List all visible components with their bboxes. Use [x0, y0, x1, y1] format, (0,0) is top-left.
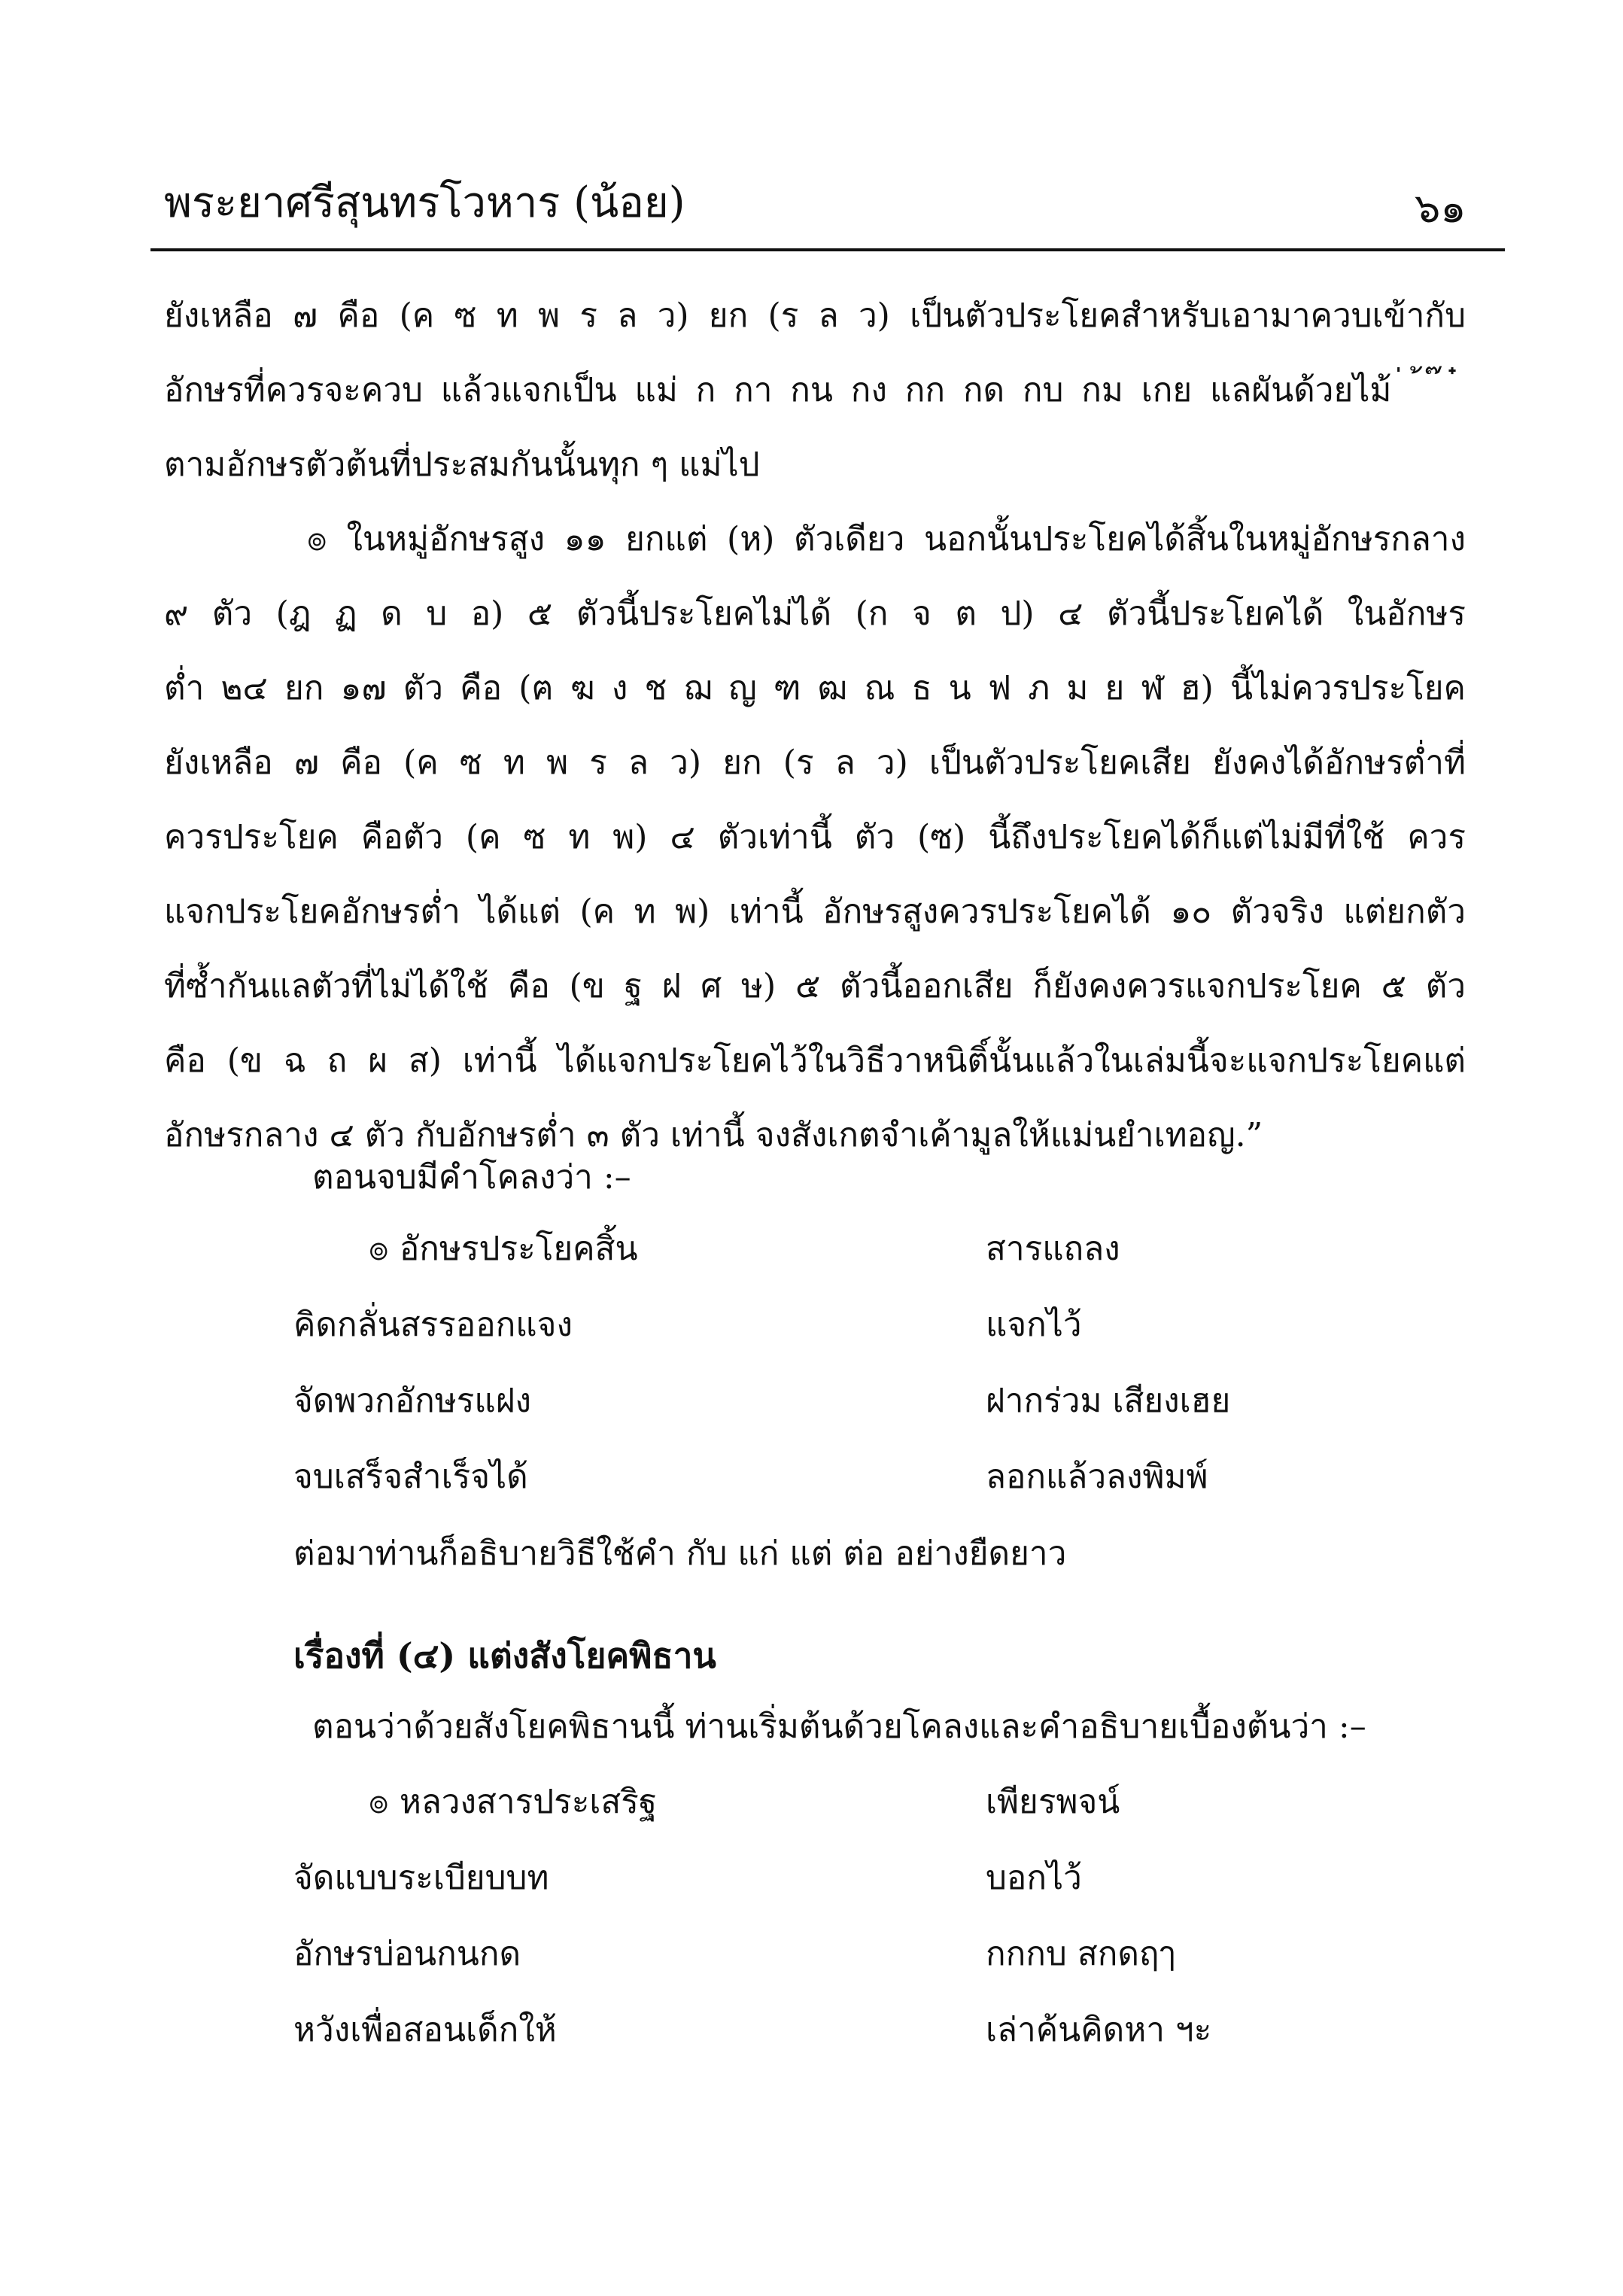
verse-right: ฝากร่วม เสียงเฮย [986, 1382, 1231, 1420]
paragraph-line: คือ (ข ฉ ถ ผ ส) เท่านี้ ได้แจกประโยคไว้ในวิธีวาหนิติ์นั้นแล้วในเล่มนี้จะแจกประโยคแต่ [164, 1042, 1466, 1080]
verse-left: อักษรบ่อนกนกด [293, 1935, 521, 1973]
verse-left: คิดกลั่นสรรออกแจง [293, 1306, 573, 1344]
verse-right: บอกไว้ [986, 1859, 1082, 1897]
verse-left: ๏ อักษรประโยคสิ้น [369, 1230, 638, 1268]
verse-row [293, 1455, 1347, 1531]
paragraph-line: แจกประโยคอักษรต่ำ ได้แต่ (ค ท พ) เท่านี้ อักษรสูงควรประโยคได้ ๑๐ ตัวจริง แต่ยกตัว [164, 893, 1466, 931]
paragraph-line: ๙ ตัว (ฎ ฏ ด บ อ) ๕ ตัวนี้ประโยคไม่ได้ (ก จ ต ป) ๔ ตัวนี้ประโยคได้ ในอักษร [164, 595, 1466, 633]
verse-left: จบเสร็จสำเร็จได้ [293, 1458, 528, 1496]
verse-row [293, 2008, 1347, 2084]
verse-left: จัดแบบระเบียบบท [293, 1859, 549, 1897]
verse-row [293, 1227, 1347, 1303]
section-heading: เรื่องที่ (๔) แต่งสังโยคพิธาน [293, 1635, 716, 1676]
paragraph-line: ๏ ในหมู่อักษรสูง ๑๑ ยกแต่ (ห) ตัวเดียว นอกนั้นประโยคได้สิ้นในหมู่อักษรกลาง [307, 520, 1466, 558]
verse-left: หวังเพื่อสอนเด็กให้ [293, 2011, 557, 2049]
paragraph-line: ยังเหลือ ๗ คือ (ค ซ ท พ ร ล ว) ยก (ร ล ว) เป็นตัวประโยคเสีย ยังคงได้อักษรต่ำที่ [164, 744, 1466, 782]
verse-block-2 [293, 1780, 1347, 2084]
verse-row [293, 1932, 1347, 2008]
paragraph-line: ต่ำ ๒๔ ยก ๑๗ ตัว คือ (ฅ ฆ ง ช ฌ ญ ฑ ฒ ณ ธ น ฟ ภ ม ย ฬ ฮ) นี้ไม่ควรประโยค [164, 669, 1466, 707]
verse-right: เล่าค้นคิดหา ฯะ [986, 2011, 1212, 2049]
verse-right: เพียรพจน์ [986, 1783, 1120, 1821]
verse-block-1 [293, 1227, 1347, 1531]
verse-row [293, 1379, 1347, 1455]
verse-row [293, 1856, 1347, 1932]
paragraph-line: อักษรกลาง ๔ ตัว กับอักษรต่ำ ๓ ตัว เท่านี้ จงสังเกตจำเค้ามูลให้แม่นยำเทอญ.” [164, 1116, 1263, 1154]
verse-right: แจกไว้ [986, 1306, 1082, 1344]
verse-right: สารแถลง [986, 1230, 1120, 1268]
verse-left: ๏ หลวงสารประเสริฐ [369, 1783, 658, 1821]
paragraph-line: ที่ซ้ำกันแลตัวที่ไม่ได้ใช้ คือ (ข ฐ ฝ ศ ษ) ๕ ตัวนี้ออกเสีย ก็ยังคงควรแจกประโยค ๕ ตัว [164, 967, 1466, 1005]
verse-intro: ตอนจบมีคำโคลงว่า :– [312, 1158, 631, 1197]
verse-left: จัดพวกอักษรแฝง [293, 1382, 532, 1420]
header-rule [150, 248, 1505, 251]
verse-row [293, 1780, 1347, 1856]
verse-right: กกกบ สกดฤๅ [986, 1935, 1176, 1973]
paragraph-line: ตามอักษรตัวต้นที่ประสมกันนั้นทุก ๆ แม่ไป [164, 446, 760, 484]
page-number: ๖๑ [1415, 184, 1466, 232]
verse-row [293, 1303, 1347, 1379]
after-verse-text: ต่อมาท่านก็อธิบายวิธีใช้คำ กับ แก่ แต่ ต่อ อย่างยืดยาว [293, 1534, 1067, 1573]
running-header-title: พระยาศรีสุนทรโวหาร (น้อย) [164, 178, 685, 227]
paragraph-line: ยังเหลือ ๗ คือ (ค ซ ท พ ร ล ว) ยก (ร ล ว) เป็นตัวประโยคสำหรับเอามาควบเข้ากับ [164, 297, 1466, 335]
paragraph-line: อักษรที่ควรจะควบ แล้วแจกเป็น แม่ ก กา กน กง กก กด กบ กม เกย แลผันด้วยไม้ ่ ้ ๊ ๋ [164, 371, 1466, 409]
paragraph-block [164, 278, 1466, 1172]
paragraph-line: ควรประโยค คือตัว (ค ซ ท พ) ๔ ตัวเท่านี้ ตัว (ซ) นี้ถึงประโยคได้ก็แต่ไม่มีที่ใช้ ควร [164, 818, 1466, 856]
verse-right: ลอกแล้วลงพิมพ์ [986, 1458, 1208, 1496]
section-intro: ตอนว่าด้วยสังโยคพิธานนี้ ท่านเริ่มต้นด้วยโคลงและคำอธิบายเบื้องต้นว่า :– [312, 1708, 1366, 1746]
